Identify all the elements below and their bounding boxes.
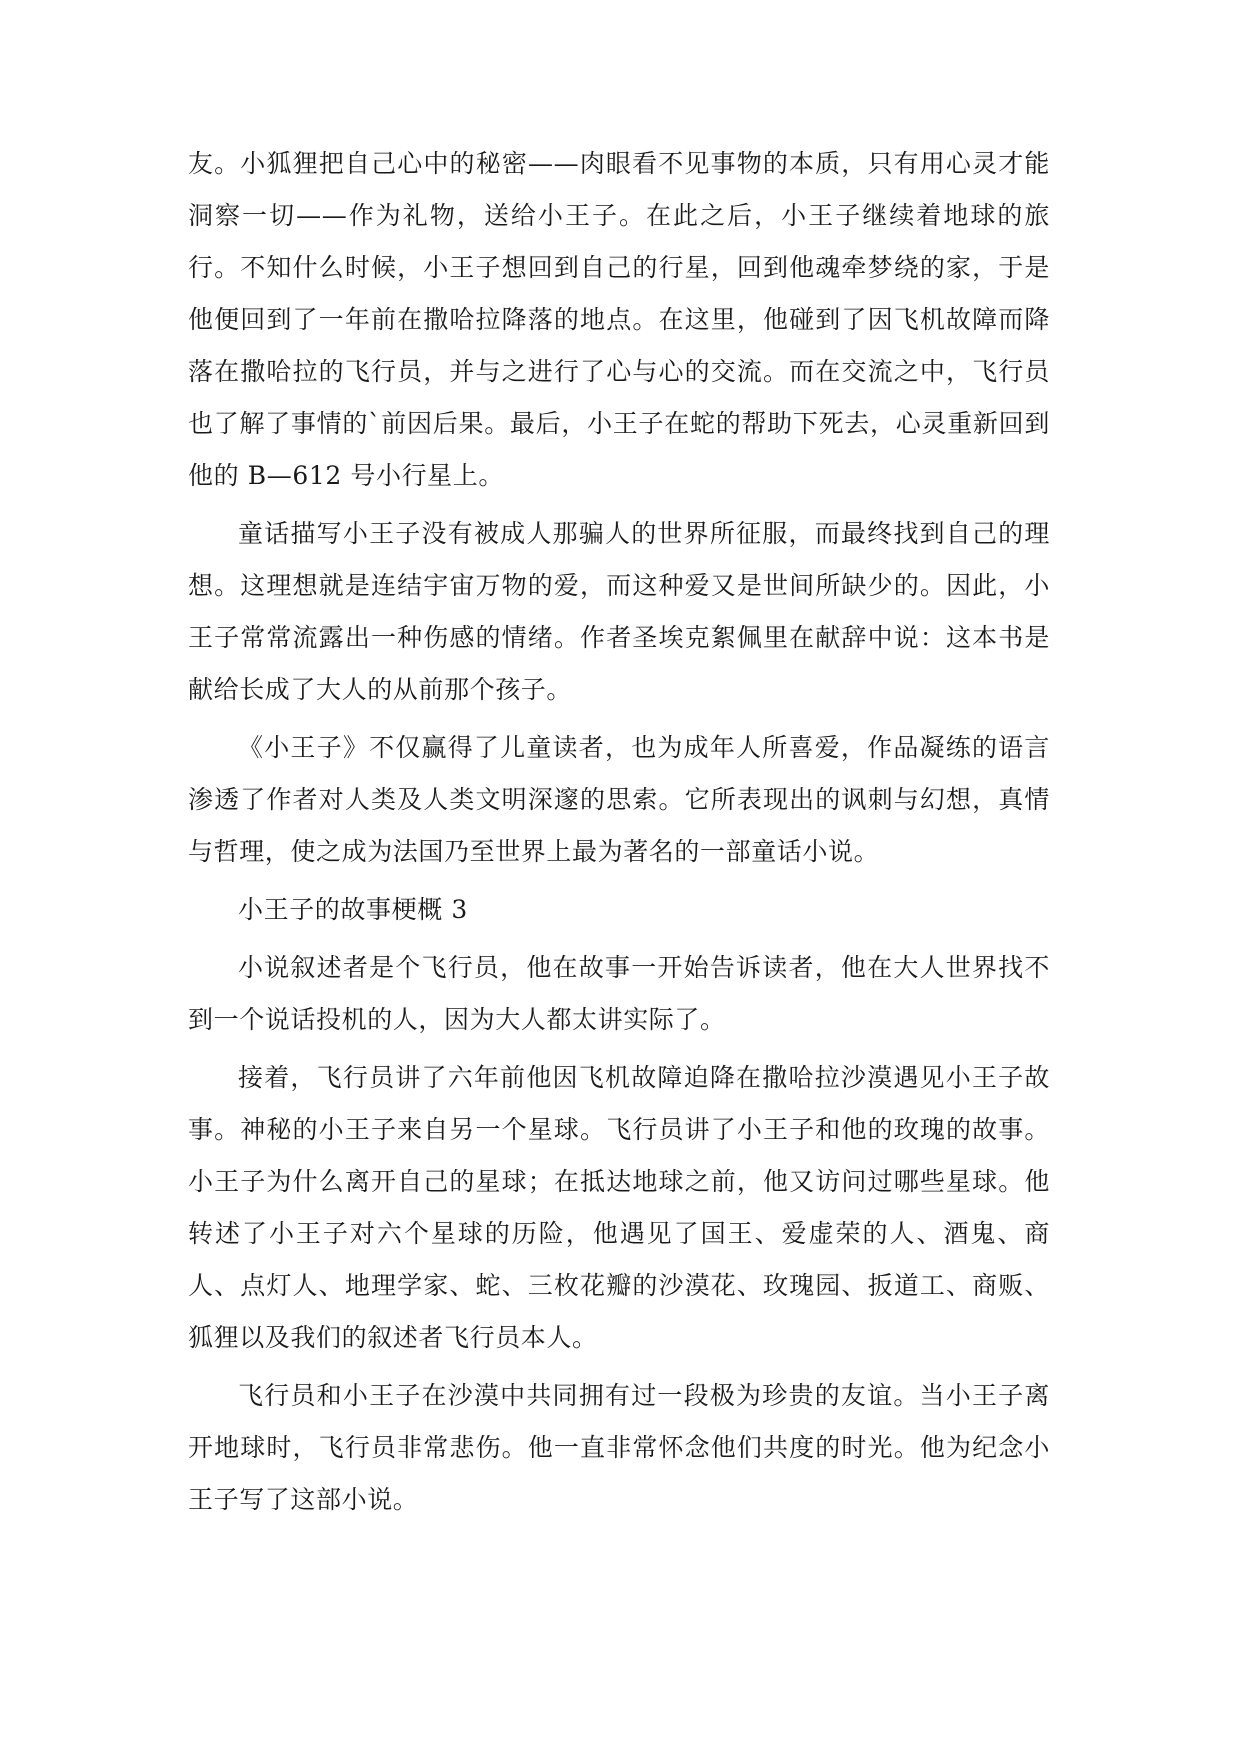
paragraph-significance: 《小王子》不仅赢得了儿童读者，也为成年人所喜爱，作品凝练的语言渗透了作者对人类及人类文明深邃的思索。它所表现出的讽刺与幻想，真情与哲理，使之成为法国乃至世界上最为著名的一部童话小说。 [188, 733, 1050, 866]
paragraph-story: 接着，飞行员讲了六年前他因飞机故障迫降在撒哈拉沙漠遇见小王子故事。神秘的小王子来自另一个星球。飞行员讲了小王子和他的玫瑰的故事。小王子为什么离开自己的星球；在抵达地球之前，他又访问过哪些星球。他转述了小王子对六个星球的历险，他遇见了国王、爱虚荣的人、酒鬼、商人、点灯人、地理学家、蛇、三枚花瓣的沙漠花、玫瑰园、扳道工、商贩、狐狸以及我们的叙述者飞行员本人。 [188, 1063, 1050, 1352]
paragraph-narrator: 小说叙述者是个飞行员，他在故事一开始告诉读者，他在大人世界找不到一个说话投机的人，因为大人都太讲实际了。 [188, 953, 1050, 1034]
document-body [188, 138, 1050, 1532]
section-heading: 小王子的故事梗概 3 [238, 895, 468, 924]
paragraph-theme: 童话描写小王子没有被成人那骗人的世界所征服，而最终找到自己的理想。这理想就是连结宇宙万物的爱，而这种爱又是世间所缺少的。因此，小王子常常流露出一种伤感的情绪。作者圣埃克絮佩里在献辞中说：这本书是献给长成了大人的从前那个孩子。 [188, 519, 1050, 704]
paragraph-continuation: 友。小狐狸把自己心中的秘密——肉眼看不见事物的本质，只有用心灵才能洞察一切——作为礼物，送给小王子。在此之后，小王子继续着地球的旅行。不知什么时候，小王子想回到自己的行星，回到他魂牵梦绕的家，于是他便回到了一年前在撒哈拉降落的地点。在这里，他碰到了因飞机故障而降落在撒哈拉的飞行员，并与之进行了心与心的交流。而在交流之中，飞行员也了解了事情的`前因后果。最后，小王子在蛇的帮助下死去，心灵重新回到他的 B—612 号小行星上。 [188, 149, 1050, 490]
paragraph-friendship: 飞行员和小王子在沙漠中共同拥有过一段极为珍贵的友谊。当小王子离开地球时，飞行员非常悲伤。他一直非常怀念他们共度的时光。他为纪念小王子写了这部小说。 [188, 1381, 1050, 1514]
